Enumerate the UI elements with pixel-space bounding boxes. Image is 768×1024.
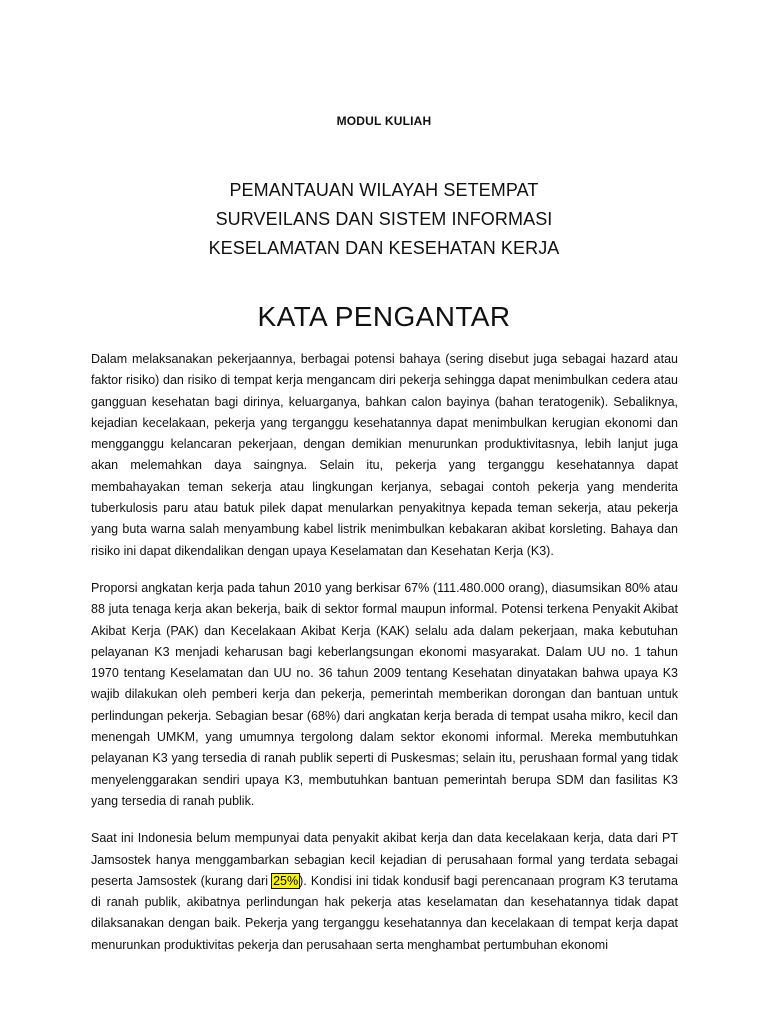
title-line-1: PEMANTAUAN WILAYAH SETEMPAT (229, 180, 539, 200)
paragraph-3-text-before-highlight: Saat ini Indonesia belum mempunyai data penyakit akibat kerja dan data kecelakaan kerja, data dari PT Jamsostek hanya menggambarkan sebagian kecil kejadian di perusahaan formal yang terdata sebagai peserta Jamsostek (kurang dari (91, 831, 678, 888)
paragraph-3 (91, 828, 678, 956)
document-title (0, 176, 768, 263)
module-label: MODUL KULIAH (336, 114, 432, 128)
section-heading: KATA PENGANTAR (257, 301, 511, 332)
paragraph-2: Proporsi angkatan kerja pada tahun 2010 yang berkisar 67% (111.480.000 orang), diasumsikan 80% atau 88 juta tenaga kerja akan bekerja, baik di sektor formal maupun informal. Potensi terkena Penyakit Akibat Akibat Kerja (PAK) dan Kecelakaan Akibat Kerja (KAK) selalu ada dalam pekerjaan, maka kebutuhan pelayanan K3 menjadi keharusan bagi keberlangsungan ekonomi masyarakat. Dalam UU no. 1 tahun 1970 tentang Keselamatan dan UU no. 36 tahun 2009 tentang Kesehatan dinyatakan bahwa upaya K3 wajib dilakukan oleh pemberi kerja dan pekerja, pemerintah memberikan dorongan dan bantuan untuk perlindungan pekerja. Sebagian besar (68%) dari angkatan kerja berada di tempat usaha mikro, kecil dan menengah UMKM, yang umumnya tergolong dalam sektor ekonomi informal. Mereka membutuhkan pelayanan K3 yang tersedia di ranah publik seperti di Puskesmas; selain itu, perushaan formal yang tidak menyelenggarakan sendiri upaya K3, membutuhkan bantuan pemerintah berupa SDM dan fasilitas K3 yang tersedia di ranah publik. (91, 580, 678, 808)
paragraph-3-text-after-highlight: ). Kondisi ini tidak kondusif bagi perencanaan program K3 terutama di ranah publik, akibatnya perlindungan hak pekerja atas keselamatan dan kesehatannya tidak dapat dilaksanakan dengan baik. Pekerja yang terganggu kesehatannya dan kecelakaan di tempat kerja dapat menurunkan produktivitas pekerja dan perusahaan serta menghambat pertumbuhan ekonomi (91, 873, 678, 952)
title-line-3: KESELAMATAN DAN KESEHATAN KERJA (208, 238, 560, 258)
paragraph-1: Dalam melaksanakan pekerjaannya, berbagai potensi bahaya (sering disebut juga sebagai hazard atau faktor risiko) dan risiko di tempat kerja mengancam diri pekerja sehingga dapat menimbulkan cedera atau gangguan kesehatan bagi dirinya, keluarganya, bahkan calon bayinya (bahan teratogenik). Sebaliknya, kejadian kecelakaan, pekerja yang terganggu kesehatannya dapat menimbulkan kerugian ekonomi dan mengganggu kelancaran pekerjaan, dengan demikian menurunkan produktivitasnya, lebih lanjut juga akan melemahkan daya saingnya. Selain itu, pekerja yang terganggu kesehatannya dapat membahayakan teman sekerja atau lingkungan kerjanya, sebagai contoh pekerja yang menderita tuberkulosis paru atau batuk pilek dapat menularkan penyakitnya kepada teman sekerja, atau pekerja yang buta warna salah menyambung kabel listrik menimbulkan kebakaran akibat korsleting. Bahaya dan risiko ini dapat dikendalikan dengan upaya Keselamatan dan Kesehatan Kerja (K3). (91, 352, 678, 558)
highlighted-percentage: 25% (273, 873, 299, 888)
body-text (91, 349, 678, 972)
title-line-2: SURVEILANS DAN SISTEM INFORMASI (215, 209, 553, 229)
